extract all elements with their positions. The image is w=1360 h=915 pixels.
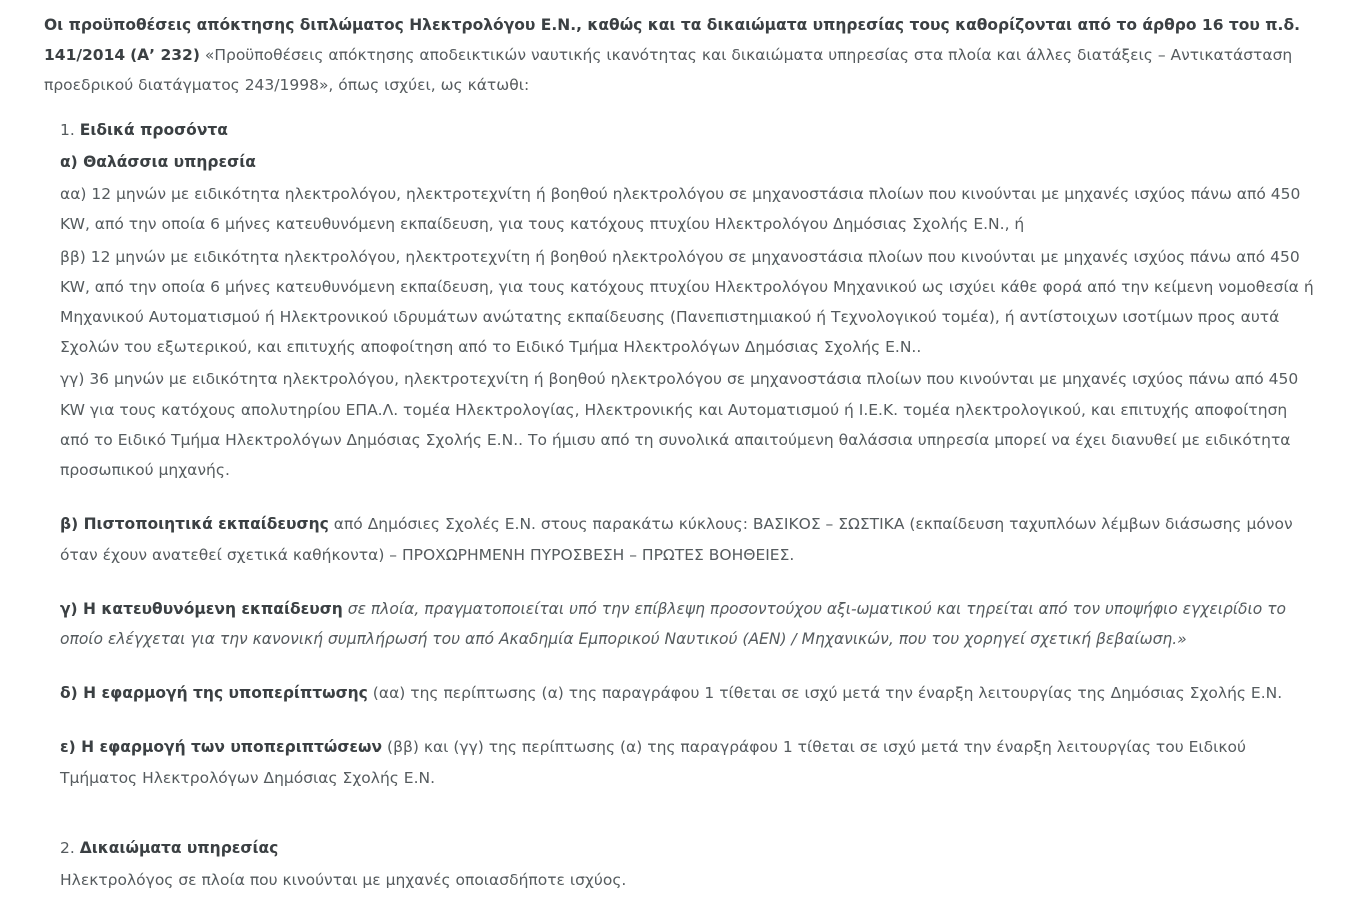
clause-e-label: ε) Η εφαρμογή των υποπεριπτώσεων <box>60 738 383 757</box>
clause-e <box>60 732 1320 792</box>
clause-b-label: β) Πιστοποιητικά εκπαίδευσης <box>60 515 329 534</box>
intro-paragraph <box>44 10 1320 101</box>
clause-d <box>60 678 1320 708</box>
section-2-heading <box>60 833 1320 863</box>
section-2-number: 2. <box>60 838 75 857</box>
subsection-a-title: α) Θαλάσσια υπηρεσία <box>60 152 256 171</box>
section-1-heading <box>60 115 1320 145</box>
intro-bold-reference: (Α’ 232) <box>130 46 200 65</box>
section-2-title: Δικαιώματα υπηρεσίας <box>79 838 279 857</box>
section-2-body: Ηλεκτρολόγος σε πλοία που κινούνται με μηχανές οποιασδήποτε ισχύος. <box>60 871 627 890</box>
clause-e-text: (ββ) και (γγ) της περίπτωσης (α) της παραγράφου 1 τίθεται σε ισχύ μετά την έναρξη λειτουργίας του Ειδικού Τμήματος Ηλεκτρολόγων Δημόσιας Σχολής Ε.Ν. <box>60 738 1246 787</box>
section-spacer <box>60 793 1320 829</box>
section-1 <box>60 115 1320 896</box>
clause-gg: γγ) 36 μηνών με ειδικότητα ηλεκτρολόγου, ηλεκτροτεχνίτη ή βοηθού ηλεκτρολόγου σε μηχανοστάσια πλοίων που κινούνται με μηχανές ισχύος πάνω από 450 KW για τους κατόχους απολυτηρίου ΕΠΑ.Λ. τομέα Ηλεκτρολογίας, Ηλεκτρονικής και Αυτοματισμού ή Ι.Ε.Κ. τομέα ηλεκτρολογικού, και επιτυχής αποφοίτηση από το Ειδικό Τμήμα Ηλεκτρολόγων Δημόσιας Σχολής Ε.Ν.. Το ήμισυ από τη συνολικά απαιτούμενη θαλάσσια υπηρεσία μπορεί να έχει διανυθεί με ειδικότητα προσωπικού μηχανής. <box>60 370 1299 480</box>
section-1-number: 1. <box>60 120 75 139</box>
clause-b-text: από Δημόσιες Σχολές Ε.Ν. στους παρακάτω κύκλους: ΒΑΣΙΚΟΣ – ΣΩΣΤΙΚΑ (εκπαίδευση ταχυπλόων λέμβων διάσωσης μόνον όταν έχουν ανατεθεί σχετικά καθήκοντα) – ΠΡΟΧΩΡΗΜΕΝΗ ΠΥΡΟΣΒΕΣΗ – ΠΡΩΤΕΣ ΒΟΗΘΕΙΕΣ. <box>60 515 1293 564</box>
clause-aa: αα) 12 μηνών με ειδικότητα ηλεκτρολόγου, ηλεκτροτεχνίτη ή βοηθού ηλεκτρολόγου σε μηχανοστάσια πλοίων που κινούνται με μηχανές ισχύος πάνω από 450 KW, από την οποία 6 μήνες κατευθυνόμενη εκπαίδευση, για τους κατόχους πτυχίου Ηλεκτρολόγου Δημόσιας Σχολής Ε.Ν., ή <box>60 185 1301 234</box>
intro-rest-text: «Προϋποθέσεις απόκτησης αποδεικτικών ναυτικής ικανότητας και δικαιώματα υπηρεσίας στα πλοία και άλλες διατάξεις – Αντικατάσταση προεδρικού διατάγματος 243/1998», όπως ισχύει, ως κάτωθι: <box>44 46 1293 95</box>
intro-lead-text: Οι προϋποθέσεις απόκτησης διπλώματος Ηλεκτρολόγου Ε.Ν., καθώς και τα δικαιώματα υπηρεσίας τους καθορίζονται από το άρθρο 16 του π.δ. 141/2014 <box>44 16 1300 65</box>
clause-c-text: σε πλοία, πραγματοποιείται υπό την επίβλεψη προσοντούχου αξι-ωματικού και τηρείται από τον υποψήφιο εγχειρίδιο το οποίο ελέγχεται για την κανονική συμπλήρωσή του από Ακαδημία Εμπορικού Ναυτικού (ΑΕΝ) / Μηχανικών, που του χορηγεί σχετική βεβαίωση.» <box>60 599 1287 648</box>
clause-b <box>60 509 1320 569</box>
clause-bb: ββ) 12 μηνών με ειδικότητα ηλεκτρολόγου, ηλεκτροτεχνίτη ή βοηθού ηλεκτρολόγου σε μηχανοστάσια πλοίων που κινούνται με μηχανές ισχύος πάνω από 450 KW, από την οποία 6 μήνες κατευθυνόμενη εκπαίδευση, για τους κατόχους πτυχίου Ηλεκτρολόγου Μηχανικού ως ισχύει κάθε φορά από την κείμενη νομοθεσία ή Μηχανικού Αυτοματισμού ή Ηλεκτρονικού ιδρυμάτων ανώτατης εκπαίδευσης (Πανεπιστημιακού ή Τεχνολογικού τομέα), ή αντίστοιχων ισοτίμων προς αυτά Σχολών του εξωτερικού, και επιτυχής αποφοίτηση από το Ειδικό Τμήμα Ηλεκτρολόγων Δημόσιας Σχολής Ε.Ν.. <box>60 247 1314 357</box>
clause-d-text: (αα) της περίπτωσης (α) της παραγράφου 1 τίθεται σε ισχύ μετά την έναρξη λειτουργίας της Δημόσιας Σχολής Ε.Ν. <box>367 684 1283 703</box>
clause-c <box>60 594 1320 654</box>
section-1-title: Ειδικά προσόντα <box>79 120 228 139</box>
clause-d-label: δ) Η εφαρμογή της υποπερίπτωσης <box>60 684 368 703</box>
clause-c-label: γ) Η κατευθυνόμενη εκπαίδευση <box>60 599 343 618</box>
